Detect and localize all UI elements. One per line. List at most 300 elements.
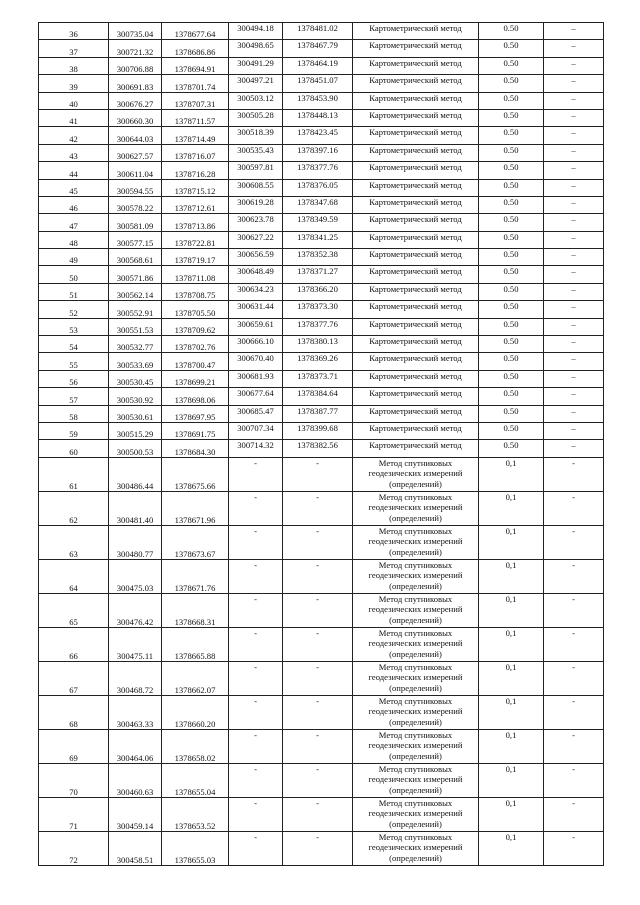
refined-y-cell: -: [283, 763, 353, 797]
refined-y-cell: 1378352.38: [283, 249, 353, 266]
existing-x-cell: 300568.61: [109, 249, 162, 266]
method-line: Картометрический метод: [369, 214, 462, 225]
note-cell: –: [544, 127, 604, 144]
existing-x-cell: 300459.14: [109, 797, 162, 831]
table-row: [39, 40, 604, 57]
precision-cell: 0,1: [479, 593, 544, 627]
table-row: [39, 336, 604, 353]
method-cell: [353, 763, 479, 797]
method-cell: [353, 144, 479, 161]
refined-y-cell: 1378448.13: [283, 109, 353, 126]
note-cell: -: [544, 661, 604, 695]
refined-x-cell: -: [229, 457, 283, 491]
existing-y-cell: 1378713.86: [162, 214, 229, 231]
precision-cell: 0,1: [479, 457, 544, 491]
table-row: [39, 797, 604, 831]
point-number-cell: 64: [39, 559, 109, 593]
method-cell: [353, 661, 479, 695]
point-number-cell: 52: [39, 301, 109, 318]
method-line: Метод спутниковых: [378, 491, 453, 502]
existing-y-cell: 1378698.06: [162, 388, 229, 405]
point-number-cell: 56: [39, 370, 109, 387]
refined-x-cell: 300685.47: [229, 405, 283, 422]
existing-x-cell: 300475.03: [109, 559, 162, 593]
refined-x-cell: 300494.18: [229, 23, 283, 40]
method-line: (определений): [389, 852, 442, 863]
method-cell: [353, 318, 479, 335]
table-row: [39, 422, 604, 439]
note-cell: –: [544, 162, 604, 179]
method-cell: [353, 525, 479, 559]
precision-cell: 0.50: [479, 353, 544, 370]
note-cell: -: [544, 729, 604, 763]
note-cell: –: [544, 231, 604, 248]
note-cell: -: [544, 559, 604, 593]
table-row: [39, 144, 604, 161]
table-body: [39, 23, 604, 866]
method-line: Картометрический метод: [369, 162, 462, 173]
table-row: [39, 388, 604, 405]
method-cell: [353, 405, 479, 422]
method-line: Метод спутниковых: [378, 627, 453, 638]
precision-cell: 0,1: [479, 831, 544, 865]
refined-x-cell: -: [229, 593, 283, 627]
existing-y-cell: 1378653.52: [162, 797, 229, 831]
precision-cell: 0.50: [479, 405, 544, 422]
note-cell: –: [544, 422, 604, 439]
method-cell: [353, 627, 479, 661]
point-number-cell: 62: [39, 491, 109, 525]
method-cell: [353, 559, 479, 593]
method-cell: [353, 370, 479, 387]
point-number-cell: 69: [39, 729, 109, 763]
method-line: (определений): [389, 478, 442, 489]
precision-cell: 0,1: [479, 559, 544, 593]
method-line: Метод спутниковых: [378, 661, 453, 672]
refined-x-cell: 300597.81: [229, 162, 283, 179]
existing-x-cell: 300464.06: [109, 729, 162, 763]
refined-y-cell: 1378349.59: [283, 214, 353, 231]
existing-x-cell: 300458.51: [109, 831, 162, 865]
table-row: [39, 627, 604, 661]
refined-x-cell: 300666.10: [229, 336, 283, 353]
point-number-cell: 51: [39, 283, 109, 300]
point-number-cell: 37: [39, 40, 109, 57]
method-line: Картометрический метод: [369, 388, 462, 399]
point-number-cell: 67: [39, 661, 109, 695]
existing-x-cell: 300530.61: [109, 405, 162, 422]
precision-cell: 0.50: [479, 388, 544, 405]
existing-x-cell: 300735.04: [109, 23, 162, 40]
refined-y-cell: 1378397.16: [283, 144, 353, 161]
method-cell: [353, 231, 479, 248]
existing-x-cell: 300476.42: [109, 593, 162, 627]
method-line: Картометрический метод: [369, 405, 462, 416]
table-row: [39, 695, 604, 729]
refined-x-cell: -: [229, 661, 283, 695]
method-line: (определений): [389, 750, 442, 761]
method-cell: [353, 109, 479, 126]
refined-y-cell: -: [283, 593, 353, 627]
existing-x-cell: 300551.53: [109, 318, 162, 335]
precision-cell: 0.50: [479, 179, 544, 196]
existing-x-cell: 300676.27: [109, 92, 162, 109]
existing-x-cell: 300552.91: [109, 301, 162, 318]
method-line: Картометрический метод: [369, 196, 462, 207]
refined-x-cell: 300627.22: [229, 231, 283, 248]
method-line: Картометрический метод: [369, 266, 462, 277]
existing-y-cell: 1378660.20: [162, 695, 229, 729]
coordinates-table-sheet: [38, 22, 603, 866]
method-line: Картометрический метод: [369, 231, 462, 242]
method-line: Картометрический метод: [369, 318, 462, 329]
table-row: [39, 127, 604, 144]
refined-y-cell: -: [283, 661, 353, 695]
method-line: Метод спутниковых: [378, 695, 453, 706]
refined-y-cell: 1378371.27: [283, 266, 353, 283]
point-number-cell: 49: [39, 249, 109, 266]
refined-x-cell: 300707.34: [229, 422, 283, 439]
method-line: Картометрический метод: [369, 57, 462, 68]
refined-x-cell: -: [229, 695, 283, 729]
precision-cell: 0,1: [479, 763, 544, 797]
note-cell: –: [544, 196, 604, 213]
note-cell: –: [544, 318, 604, 335]
refined-x-cell: 300518.39: [229, 127, 283, 144]
existing-y-cell: 1378711.08: [162, 266, 229, 283]
method-line: (определений): [389, 546, 442, 557]
refined-y-cell: 1378453.90: [283, 92, 353, 109]
existing-x-cell: 300533.69: [109, 353, 162, 370]
precision-cell: 0,1: [479, 661, 544, 695]
existing-x-cell: 300532.77: [109, 336, 162, 353]
existing-y-cell: 1378722.81: [162, 231, 229, 248]
table-row: [39, 661, 604, 695]
existing-x-cell: 300577.15: [109, 231, 162, 248]
method-line: Картометрический метод: [369, 127, 462, 138]
method-line: Картометрический метод: [369, 109, 462, 120]
method-line: Картометрический метод: [369, 301, 462, 312]
existing-y-cell: 1378719.17: [162, 249, 229, 266]
refined-y-cell: 1378387.77: [283, 405, 353, 422]
method-line: геодезических измерений: [368, 842, 463, 853]
point-number-cell: 47: [39, 214, 109, 231]
table-row: [39, 75, 604, 92]
existing-y-cell: 1378665.88: [162, 627, 229, 661]
precision-cell: 0.50: [479, 75, 544, 92]
point-number-cell: 55: [39, 353, 109, 370]
point-number-cell: 70: [39, 763, 109, 797]
refined-y-cell: -: [283, 457, 353, 491]
method-cell: [353, 40, 479, 57]
refined-y-cell: -: [283, 831, 353, 865]
point-number-cell: 50: [39, 266, 109, 283]
coordinates-table: [38, 22, 604, 866]
note-cell: –: [544, 336, 604, 353]
table-row: [39, 831, 604, 865]
existing-x-cell: 300581.09: [109, 214, 162, 231]
refined-x-cell: 300535.43: [229, 144, 283, 161]
method-line: Картометрический метод: [369, 179, 462, 190]
precision-cell: 0.50: [479, 231, 544, 248]
existing-x-cell: 300660.30: [109, 109, 162, 126]
point-number-cell: 39: [39, 75, 109, 92]
refined-x-cell: 300503.12: [229, 92, 283, 109]
method-line: геодезических измерений: [368, 570, 463, 581]
refined-x-cell: 300681.93: [229, 370, 283, 387]
method-cell: [353, 457, 479, 491]
refined-x-cell: 300505.28: [229, 109, 283, 126]
existing-y-cell: 1378702.76: [162, 336, 229, 353]
method-line: (определений): [389, 682, 442, 693]
refined-y-cell: 1378382.56: [283, 440, 353, 457]
existing-y-cell: 1378708.75: [162, 283, 229, 300]
precision-cell: 0.50: [479, 127, 544, 144]
existing-y-cell: 1378707.31: [162, 92, 229, 109]
existing-y-cell: 1378716.07: [162, 144, 229, 161]
existing-y-cell: 1378716.28: [162, 162, 229, 179]
refined-x-cell: 300631.44: [229, 301, 283, 318]
method-cell: [353, 283, 479, 300]
existing-y-cell: 1378691.75: [162, 422, 229, 439]
note-cell: –: [544, 266, 604, 283]
method-cell: [353, 301, 479, 318]
table-row: [39, 231, 604, 248]
precision-cell: 0.50: [479, 214, 544, 231]
existing-y-cell: 1378694.91: [162, 57, 229, 74]
method-line: геодезических измерений: [368, 638, 463, 649]
method-line: Картометрический метод: [369, 336, 462, 347]
method-line: геодезических измерений: [368, 502, 463, 513]
note-cell: –: [544, 92, 604, 109]
method-line: (определений): [389, 716, 442, 727]
method-cell: [353, 127, 479, 144]
method-line: геодезических измерений: [368, 672, 463, 683]
method-line: Картометрический метод: [369, 370, 462, 381]
existing-y-cell: 1378684.30: [162, 440, 229, 457]
point-number-cell: 58: [39, 405, 109, 422]
method-line: Картометрический метод: [369, 40, 462, 51]
method-line: Картометрический метод: [369, 23, 462, 33]
note-cell: -: [544, 525, 604, 559]
method-line: Картометрический метод: [369, 75, 462, 86]
precision-cell: 0.50: [479, 162, 544, 179]
method-line: Метод спутниковых: [378, 729, 453, 740]
existing-y-cell: 1378715.12: [162, 179, 229, 196]
refined-x-cell: -: [229, 525, 283, 559]
note-cell: -: [544, 695, 604, 729]
refined-y-cell: 1378377.76: [283, 318, 353, 335]
method-line: Картометрический метод: [369, 249, 462, 260]
refined-x-cell: -: [229, 627, 283, 661]
existing-y-cell: 1378697.95: [162, 405, 229, 422]
refined-y-cell: -: [283, 525, 353, 559]
method-line: геодезических измерений: [368, 740, 463, 751]
table-row: [39, 729, 604, 763]
table-row: [39, 179, 604, 196]
point-number-cell: 42: [39, 127, 109, 144]
method-line: (определений): [389, 784, 442, 795]
method-line: Метод спутниковых: [378, 797, 453, 808]
refined-x-cell: 300497.21: [229, 75, 283, 92]
refined-y-cell: -: [283, 695, 353, 729]
precision-cell: 0.50: [479, 23, 544, 40]
table-row: [39, 57, 604, 74]
method-line: геодезических измерений: [368, 774, 463, 785]
method-cell: [353, 196, 479, 213]
method-line: (определений): [389, 614, 442, 625]
refined-y-cell: -: [283, 559, 353, 593]
method-line: Картометрический метод: [369, 144, 462, 155]
precision-cell: 0,1: [479, 797, 544, 831]
point-number-cell: 54: [39, 336, 109, 353]
table-row: [39, 370, 604, 387]
note-cell: –: [544, 440, 604, 457]
existing-y-cell: 1378677.64: [162, 23, 229, 40]
table-row: [39, 249, 604, 266]
precision-cell: 0.50: [479, 336, 544, 353]
precision-cell: 0.50: [479, 283, 544, 300]
table-row: [39, 457, 604, 491]
method-cell: [353, 249, 479, 266]
method-line: Метод спутниковых: [378, 763, 453, 774]
refined-x-cell: -: [229, 831, 283, 865]
existing-x-cell: 300627.57: [109, 144, 162, 161]
point-number-cell: 57: [39, 388, 109, 405]
method-line: геодезических измерений: [368, 706, 463, 717]
table-row: [39, 214, 604, 231]
point-number-cell: 66: [39, 627, 109, 661]
refined-x-cell: 300659.61: [229, 318, 283, 335]
existing-x-cell: 300530.45: [109, 370, 162, 387]
refined-y-cell: 1378373.30: [283, 301, 353, 318]
table-row: [39, 763, 604, 797]
refined-y-cell: 1378376.05: [283, 179, 353, 196]
method-cell: [353, 162, 479, 179]
method-cell: [353, 266, 479, 283]
note-cell: –: [544, 370, 604, 387]
precision-cell: 0.50: [479, 57, 544, 74]
precision-cell: 0.50: [479, 196, 544, 213]
refined-y-cell: 1378366.20: [283, 283, 353, 300]
method-line: Метод спутниковых: [378, 525, 453, 536]
table-row: [39, 162, 604, 179]
table-row: [39, 92, 604, 109]
existing-y-cell: 1378658.02: [162, 729, 229, 763]
table-row: [39, 301, 604, 318]
point-number-cell: 41: [39, 109, 109, 126]
existing-x-cell: 300463.33: [109, 695, 162, 729]
refined-x-cell: 300491.29: [229, 57, 283, 74]
existing-x-cell: 300460.63: [109, 763, 162, 797]
method-cell: [353, 797, 479, 831]
method-line: геодезических измерений: [368, 808, 463, 819]
note-cell: –: [544, 214, 604, 231]
method-line: геодезических измерений: [368, 604, 463, 615]
existing-y-cell: 1378709.62: [162, 318, 229, 335]
method-cell: [353, 57, 479, 74]
refined-x-cell: -: [229, 559, 283, 593]
refined-y-cell: 1378369.26: [283, 353, 353, 370]
note-cell: –: [544, 144, 604, 161]
refined-y-cell: 1378341.25: [283, 231, 353, 248]
refined-x-cell: -: [229, 729, 283, 763]
refined-y-cell: 1378377.76: [283, 162, 353, 179]
method-line: Метод спутниковых: [378, 831, 453, 842]
existing-x-cell: 300611.04: [109, 162, 162, 179]
note-cell: –: [544, 40, 604, 57]
precision-cell: 0.50: [479, 370, 544, 387]
point-number-cell: 68: [39, 695, 109, 729]
point-number-cell: 71: [39, 797, 109, 831]
refined-y-cell: 1378384.64: [283, 388, 353, 405]
note-cell: -: [544, 763, 604, 797]
method-cell: [353, 729, 479, 763]
existing-x-cell: 300500.53: [109, 440, 162, 457]
precision-cell: 0.50: [479, 109, 544, 126]
existing-x-cell: 300475.11: [109, 627, 162, 661]
refined-y-cell: 1378373.71: [283, 370, 353, 387]
precision-cell: 0.50: [479, 422, 544, 439]
refined-x-cell: 300623.78: [229, 214, 283, 231]
method-cell: [353, 75, 479, 92]
existing-y-cell: 1378701.74: [162, 75, 229, 92]
refined-y-cell: -: [283, 491, 353, 525]
note-cell: -: [544, 627, 604, 661]
note-cell: -: [544, 593, 604, 627]
refined-y-cell: 1378467.79: [283, 40, 353, 57]
existing-y-cell: 1378700.47: [162, 353, 229, 370]
method-cell: [353, 23, 479, 40]
point-number-cell: 44: [39, 162, 109, 179]
point-number-cell: 38: [39, 57, 109, 74]
existing-x-cell: 300594.55: [109, 179, 162, 196]
existing-y-cell: 1378711.57: [162, 109, 229, 126]
note-cell: –: [544, 353, 604, 370]
method-line: Картометрический метод: [369, 283, 462, 294]
table-row: [39, 196, 604, 213]
precision-cell: 0.50: [479, 144, 544, 161]
existing-x-cell: 300481.40: [109, 491, 162, 525]
existing-y-cell: 1378714.49: [162, 127, 229, 144]
refined-y-cell: 1378423.45: [283, 127, 353, 144]
existing-x-cell: 300486.44: [109, 457, 162, 491]
table-row: [39, 525, 604, 559]
method-cell: [353, 593, 479, 627]
existing-y-cell: 1378699.21: [162, 370, 229, 387]
note-cell: –: [544, 388, 604, 405]
precision-cell: 0.50: [479, 249, 544, 266]
method-line: Метод спутниковых: [378, 559, 453, 570]
method-line: Метод спутниковых: [378, 593, 453, 604]
refined-x-cell: -: [229, 491, 283, 525]
refined-y-cell: 1378464.19: [283, 57, 353, 74]
refined-x-cell: -: [229, 763, 283, 797]
method-cell: [353, 695, 479, 729]
refined-x-cell: 300714.32: [229, 440, 283, 457]
existing-x-cell: 300578.22: [109, 196, 162, 213]
existing-x-cell: 300571.86: [109, 266, 162, 283]
precision-cell: 0.50: [479, 92, 544, 109]
refined-x-cell: 300634.23: [229, 283, 283, 300]
method-cell: [353, 92, 479, 109]
note-cell: –: [544, 283, 604, 300]
existing-y-cell: 1378712.61: [162, 196, 229, 213]
table-row: [39, 23, 604, 40]
precision-cell: 0.50: [479, 301, 544, 318]
method-cell: [353, 336, 479, 353]
refined-y-cell: 1378399.68: [283, 422, 353, 439]
